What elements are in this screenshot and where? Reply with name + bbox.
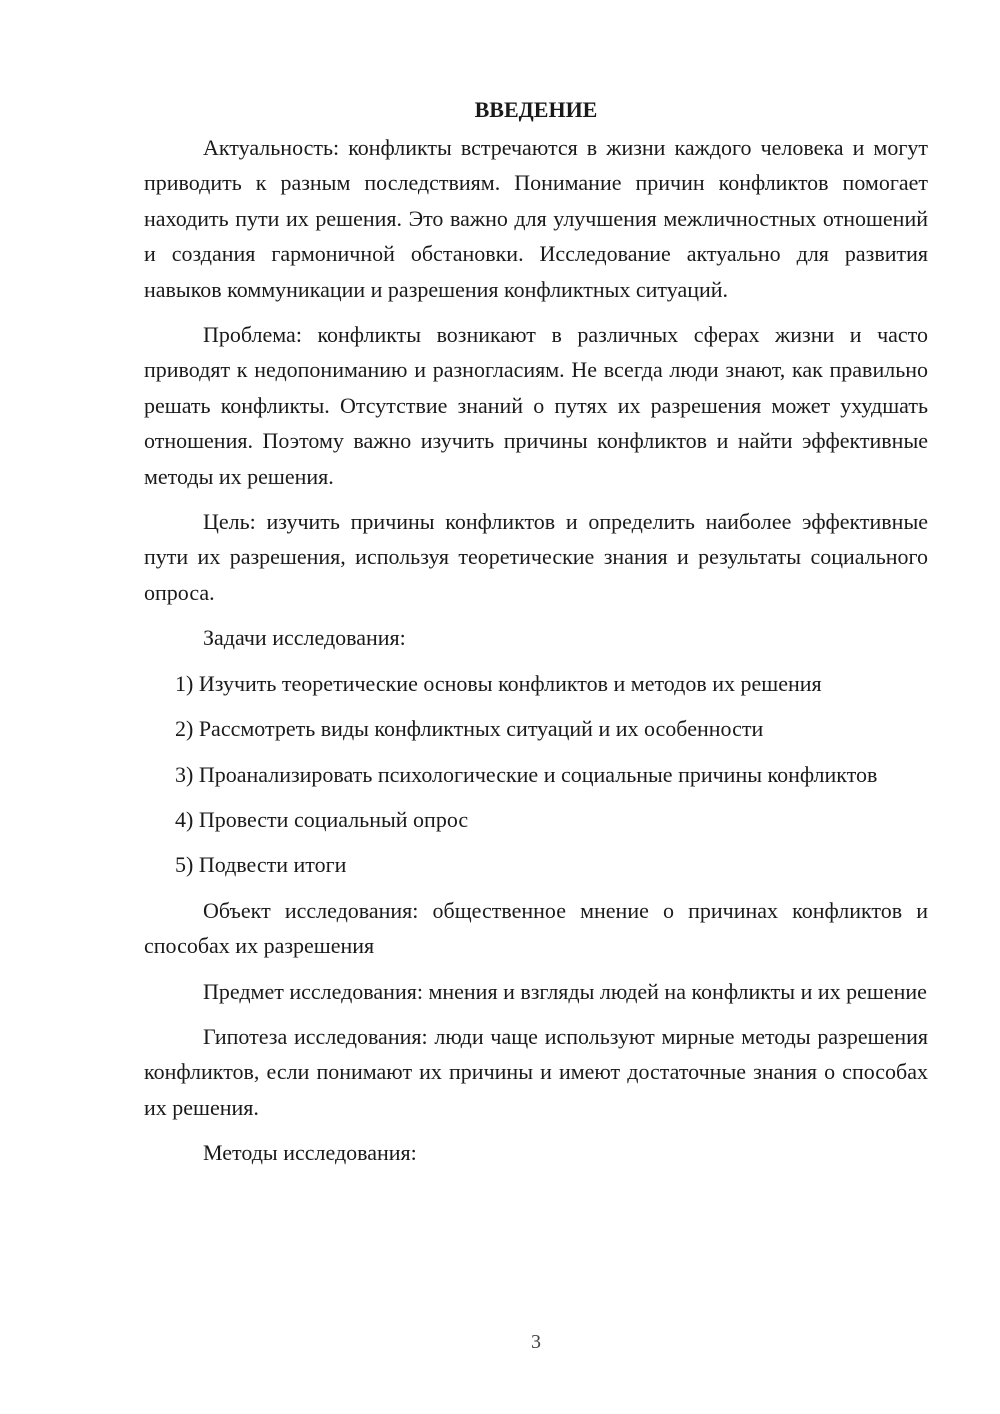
paragraph-problem: Проблема: конфликты возникают в различных сферах жизни и часто приводят к недопониманию и разногласиям. Не всегда люди знают, как правильно решать конфликты. Отсутствие знаний о путях их разрешения может ухудшать отношения. Поэтому важно изучить причины конфликтов и найти эффективные методы их решения. — [144, 322, 928, 489]
document-heading: ВВЕДЕНИЕ — [474, 97, 598, 122]
paragraph-relevance: Актуальность: конфликты встречаются в жизни каждого человека и могут приводить к разным последствиям. Понимание причин конфликтов помогает находить пути их решения. Это важно для улучшения межличностных отношений и создания гармоничной обстановки. Исследование актуально для развития навыков коммуникации и разрешения конфликтных ситуаций. — [144, 135, 928, 302]
list-item: 1) Изучить теоретические основы конфликтов и методов их решения — [175, 670, 822, 696]
paragraph-subject: Предмет исследования: мнения и взгляды людей на конфликты и их решение — [203, 978, 927, 1004]
document-page — [144, 92, 928, 1181]
list-item: 2) Рассмотреть виды конфликтных ситуаций и их особенности — [175, 716, 764, 742]
paragraph-object: Объект исследования: общественное мнение о причинах конфликтов и способах их разрешения — [144, 897, 928, 959]
list-item: 3) Проанализировать психологические и социальные причины конфликтов — [175, 761, 878, 787]
tasks-list — [144, 666, 928, 883]
list-item: 5) Подвести итоги — [175, 852, 347, 878]
paragraph-goal: Цель: изучить причины конфликтов и определить наиболее эффективные пути их разрешения, используя теоретические знания и результаты социального опроса. — [144, 509, 928, 605]
tasks-title: Задачи исследования: — [203, 625, 406, 651]
methods-title: Методы исследования: — [203, 1140, 417, 1166]
paragraph-hypothesis: Гипотеза исследования: люди чаще используют мирные методы разрешения конфликтов, если понимают их причины и имеют достаточные знания о способах их решения. — [144, 1023, 928, 1120]
list-item: 4) Провести социальный опрос — [175, 806, 469, 832]
page-number: 3 — [531, 1331, 541, 1353]
